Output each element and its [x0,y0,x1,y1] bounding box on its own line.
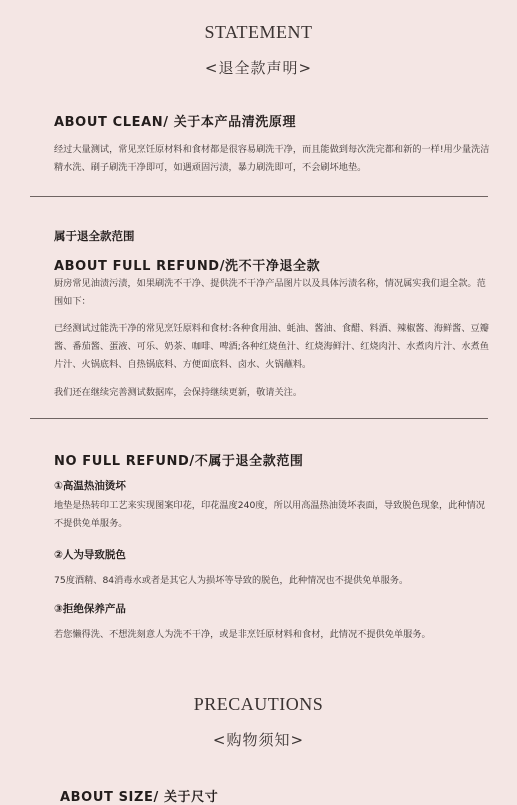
no-refund-item-title: ②人为导致脱色 [54,549,126,561]
no-refund-item-text: 75度酒精、84消毒水或者是其它人为损坏等导致的脱色，此种情况也不提供免单服务。 [54,575,409,586]
no-refund-item-title: ①高温热油烫坏 [54,480,126,492]
statement-subtitle: <退全款声明> [204,59,313,77]
precautions-title: PRECAUTIONS [193,694,324,714]
statement-title: STATEMENT [204,22,313,42]
about-clean-text: 经过大量测试，常见烹饪原材料和食材都是很容易刷洗干净，而且能做到每次洗完都和新的一样!用少量洗洁精水洗、刷子刷洗干净即可，如遇顽固污渍，暴力刷洗即可，不会刷坏地垫。 [54,144,490,173]
divider-2 [30,418,488,419]
about-size-heading: ABOUT SIZE/ 关于尺寸 [60,790,219,805]
divider-1 [30,196,488,197]
refund-scope-label: 属于退全款范围 [54,229,135,243]
no-refund-item-title: ③拒绝保养产品 [54,603,126,615]
no-refund-item-text: 若您懒得洗、不想洗刻意人为洗不干净，或是非烹饪原材料和食材，此情况不提供免单服务。 [54,629,431,640]
no-refund-heading: NO FULL REFUND/不属于退全款范围 [54,454,304,469]
no-refund-item-text: 地垫是热转印工艺来实现图案印花，印花温度240度，所以用高温热油烫坏表面，导致脱色现象，此种情况不提供免单服务。 [54,500,485,529]
full-refund-text-2: 已经测试过能洗干净的常见烹饪原料和食材:各种食用油、蚝油、酱油、食醋、料酒、辣椒酱、海鲜酱、豆瓣酱、番茄酱、蛋液、可乐、奶茶、咖啡、啤酒;各种红烧鱼汁、红烧海鲜汁、红烧肉汁、水煮肉片汁、水煮鱼片汁、火锅底料、自热锅底料、方便面底料、卤水、火锅蘸料。 [54,323,489,370]
about-clean-heading: ABOUT CLEAN/ 关于本产品清洗原理 [54,115,297,130]
full-refund-text-1: 厨房常见油渍污渍，如果刷洗不干净、提供洗不干净产品图片以及具体污渍名称，情况属实我们退全款。范围如下： [54,278,486,307]
precautions-subtitle: <购物须知> [212,731,305,749]
full-refund-heading: ABOUT FULL REFUND/洗不干净退全款 [54,259,321,274]
full-refund-text-3: 我们还在继续完善测试数据库，会保持继续更新，敬请关注。 [54,387,303,398]
